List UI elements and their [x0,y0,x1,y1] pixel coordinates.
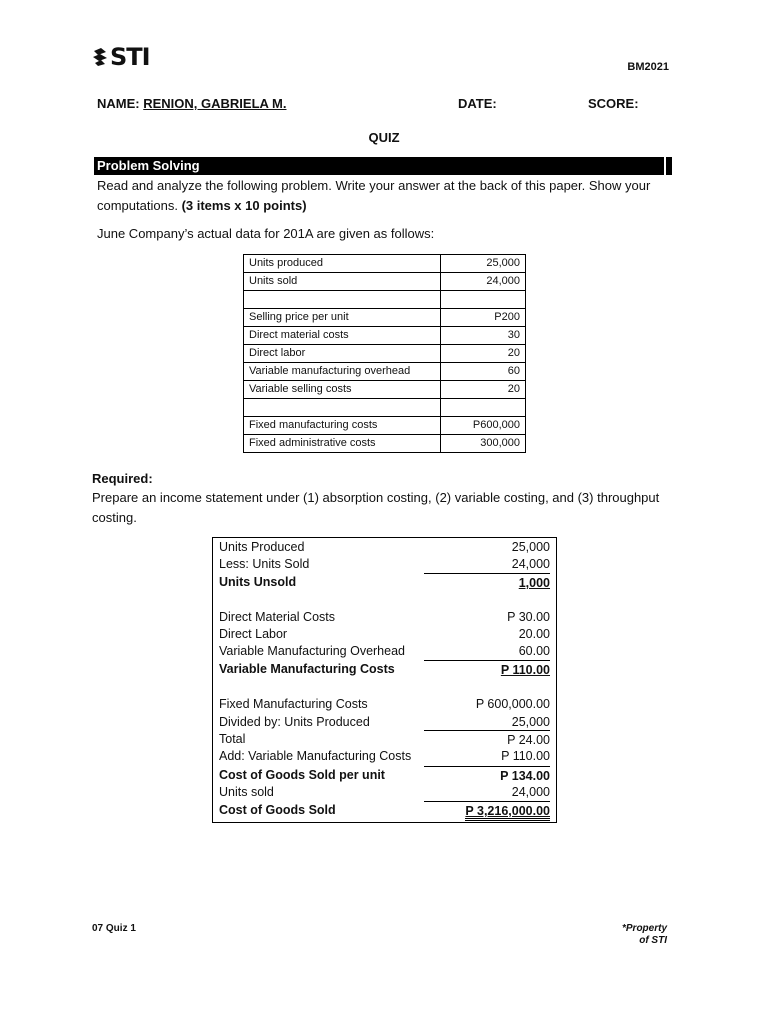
row-fmc [219,695,550,713]
row-value: 24,000 [511,785,550,799]
given-row [244,381,526,399]
given-value [441,399,526,417]
row-label: Less: Units Sold [219,557,310,571]
row-value: 24,000 [511,557,550,571]
given-row [244,327,526,345]
answer-computation-box [212,537,557,823]
row-value: 20.00 [518,627,550,641]
problem-intro: June Company’s actual data for 201A are given as follows: [97,226,435,241]
given-label: Variable selling costs [244,381,441,399]
given-label: Selling price per unit [244,309,441,327]
name-label: NAME: [97,96,140,111]
row-value: 25,000 [511,715,550,729]
sti-logo-icon [92,47,108,67]
row-units-sold [219,783,550,801]
row-value: P 600,000.00 [475,697,550,711]
row-units-produced [219,538,550,556]
row-label: Variable Manufacturing Overhead [219,644,405,658]
given-row [244,417,526,435]
given-data-table [243,254,526,453]
row-value: P 110.00 [500,663,550,677]
footer-right-line1: *Property [621,923,667,934]
given-value: P600,000 [441,417,526,435]
page-title: QUIZ [368,130,400,145]
instructions-text: Read and analyze the following problem. Write your answer at the back of this paper. Show your computations. [97,178,651,213]
row-direct-labor [219,625,550,643]
score-label: SCORE: [588,96,639,111]
given-label: Fixed administrative costs [244,435,441,453]
row-value: P 30.00 [507,610,550,624]
row-label: Direct Material Costs [219,610,335,624]
footer-right-line2: of STI [639,935,667,946]
name-value: RENION, GABRIELA M. [143,96,287,111]
name-field [97,96,286,111]
row-direct-material [219,608,550,626]
required-label: Required: [92,471,153,486]
points-text: (3 items x 10 points) [181,198,307,213]
row-value: P 24.00 [424,730,550,749]
row-vmc [219,660,550,678]
given-label [244,399,441,417]
given-label: Variable manufacturing overhead [244,363,441,381]
row-total [219,730,550,748]
footer-left: 07 Quiz 1 [92,923,136,934]
given-label: Direct labor [244,345,441,363]
given-row [244,399,526,417]
given-row [244,345,526,363]
given-row [244,273,526,291]
given-label: Units produced [244,255,441,273]
row-label: Total [219,732,246,746]
row-value-wrap [424,801,550,820]
row-label: Units sold [219,785,274,799]
given-row [244,309,526,327]
course-code: BM2021 [627,61,669,73]
given-row [244,291,526,309]
given-value [441,291,526,309]
given-value: 300,000 [441,435,526,453]
row-label: Direct Labor [219,627,288,641]
given-row [244,435,526,453]
given-value: 30 [441,327,526,345]
row-value-wrap [424,573,550,592]
required-text: Prepare an income statement under (1) absorption costing, (2) variable costing, and (3) throughput costing. [92,490,660,525]
row-label: Cost of Goods Sold [219,803,336,817]
row-label: Divided by: Units Produced [219,715,370,729]
row-value: 25,000 [511,540,550,554]
instructions [97,176,677,216]
given-value: 20 [441,345,526,363]
section-title: Problem Solving [94,157,672,175]
row-value: 60.00 [518,644,550,658]
row-add-vmc [219,747,550,765]
given-value: 20 [441,381,526,399]
date-label: DATE: [458,96,497,111]
given-row [244,255,526,273]
row-less-units-sold [219,555,550,573]
row-value: 1,000 [518,576,550,590]
given-row [244,363,526,381]
row-vmo [219,642,550,660]
row-label: Cost of Goods Sold per unit [219,768,385,782]
given-value: 24,000 [441,273,526,291]
given-value: 25,000 [441,255,526,273]
given-label: Units sold [244,273,441,291]
row-value: P 110.00 [501,749,550,763]
row-label: Add: Variable Manufacturing Costs [219,749,412,763]
given-label [244,291,441,309]
row-value: P 3,216,000.00 [465,804,550,821]
logo-text: STI [110,43,150,71]
row-cogs-per-unit [219,766,550,784]
row-label: Units Unsold [219,575,297,589]
row-label: Fixed Manufacturing Costs [219,697,368,711]
footer-right [622,923,667,947]
row-cogs [219,801,550,819]
row-value: P 134.00 [424,766,550,785]
row-value-wrap [424,660,550,679]
row-label: Variable Manufacturing Costs [219,662,395,676]
given-label: Direct material costs [244,327,441,345]
given-value: P200 [441,309,526,327]
row-divided [219,713,550,731]
sti-logo [92,44,150,70]
given-value: 60 [441,363,526,381]
given-label: Fixed manufacturing costs [244,417,441,435]
row-units-unsold [219,573,550,591]
row-label: Units Produced [219,540,305,554]
